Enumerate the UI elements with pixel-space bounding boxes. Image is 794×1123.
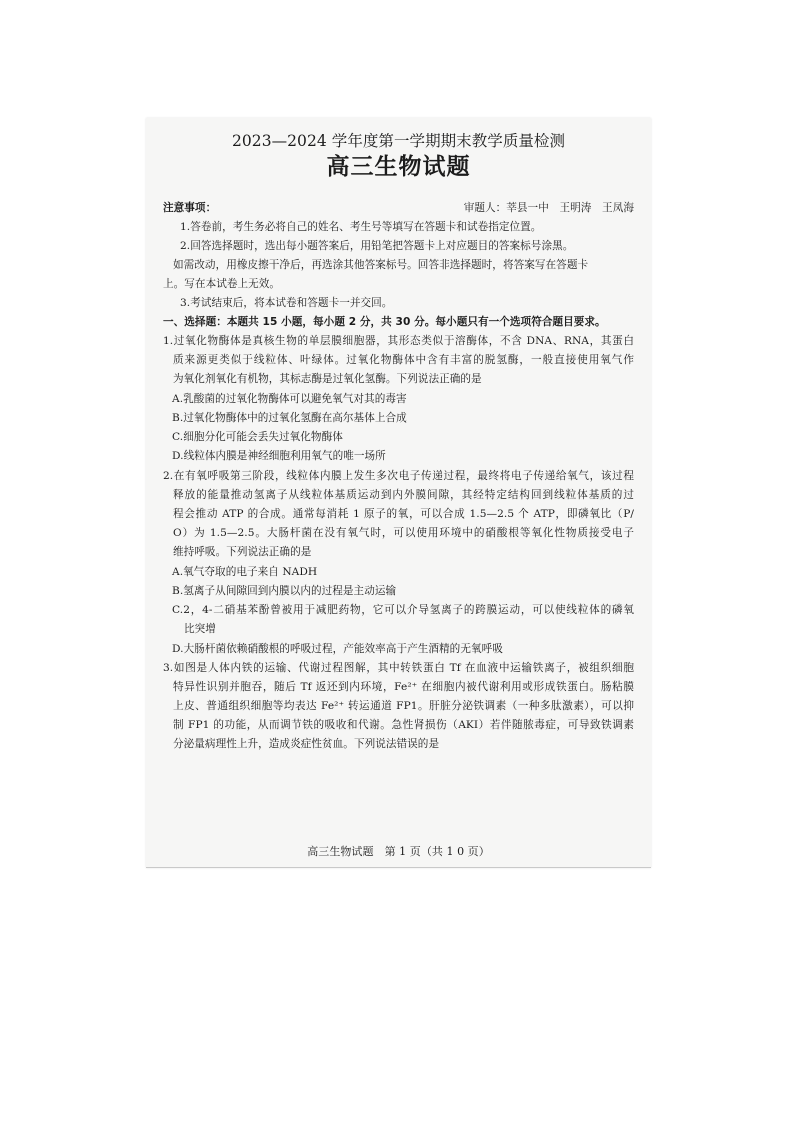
question-2-option-d: D.大肠杆菌依赖硝酸根的呼吸过程，产能效率高于产生酒精的无氧呼吸 [172,643,503,655]
question-1-option-c: C.细胞分化可能会丢失过氧化物酶体 [172,431,343,443]
question-1-option-d: D.线粒体内膜是神经细胞利用氧气的唯一场所 [172,450,386,462]
question-2-line: 2.在有氧呼吸第三阶段，线粒体内膜上发生多次电子传递过程，最终将电子传递给氧气，该过程 [163,470,634,482]
question-1-option-a: A.乳酸菌的过氧化物酶体可以避免氧气对其的毒害 [172,393,407,405]
question-3-line: 3.如图是人体内铁的运输、代谢过程图解，其中转铁蛋白 Tf 在血液中运输铁离子，被组织细胞 [163,662,634,674]
question-2-line: 程会推动 ATP 的合成。通常每消耗 1 原子的氧，可以合成 1.5—2.5 个 ATP，即磷氧比（P/ [173,508,634,520]
exam-page [146,118,651,868]
question-1-line: 质来源更类似于线粒体、叶绿体。过氧化物酶体中含有丰富的脱氢酶，一般直接使用氧气作 [173,354,634,366]
paper-title: 高三生物试题 [326,154,471,180]
question-3-line: 制 FP1 的功能，从而调节铁的吸收和代谢。急性肾损伤（AKI）若伴随脓毒症，可导致铁调素 [173,719,634,731]
reviewers: 审题人：莘县一中 王明涛 王凤海 [463,202,634,214]
section-heading: 一、选择题：本题共 15 小题，每小题 2 分，共 30 分。每小题只有一个选项符合题目要求。 [163,316,606,328]
notice-header-row [163,202,634,215]
question-1-line: 1.过氧化物酶体是真核生物的单层膜细胞器，其形态类似于溶酶体，不含 DNA、RNA，其蛋白 [163,335,634,347]
exam-name: 2023—2024 学年度第一学期期末教学质量检测 [231,132,566,150]
notice-item: 上。写在本试卷上无效。 [163,278,281,290]
notice-item: 3.考试结束后，将本试卷和答题卡一并交回。 [180,297,393,309]
bottom-rule [146,867,651,868]
question-2-line: 维持呼吸。下列说法正确的是 [173,546,312,558]
question-2-option-a: A.氧气夺取的电子来自 NADH [172,566,318,578]
page-content [146,118,651,868]
question-1-option-b: B.过氧化物酶体中的过氧化氢酶在高尔基体上合成 [172,412,407,424]
question-2-option-c: C.2，4-二硝基苯酚曾被用于减肥药物，它可以介导氢离子的跨膜运动，可以使线粒体的磷氧 [172,604,634,616]
page-footer: 高三生物试题 第 1 页（共 1 0 页） [307,845,490,858]
question-2-line: O）为 1.5—2.5。大肠杆菌在没有氧气时，可以使用环境中的硝酸根等氧化性物质接受电子 [173,527,634,539]
notice-item: 2.回答选择题时，选出每小题答案后，用铅笔把答题卡上对应题目的答案标号涂黑。 [180,240,574,252]
question-3-line: 上皮、普通组织细胞等均表达 Fe²⁺ 转运通道 FP1。肝脏分泌铁调素（一种多肽激素），可以抑 [173,700,634,712]
notice-item: 1.答卷前，考生务必将自己的姓名、考生号等填写在答题卡和试卷指定位置。 [180,221,542,233]
question-2-line: 释放的能量推动氢离子从线粒体基质运动到内外膜间隙，其经特定结构回到线粒体基质的过 [173,489,634,501]
notice-item: 如需改动，用橡皮擦干净后，再选涂其他答案标号。回答非选择题时，将答案写在答题卡 [173,259,589,271]
question-3-line: 特异性识别并胞吞，随后 Tf 返还到内环境，Fe²⁺ 在细胞内被代谢利用或形成铁蛋白。肠粘膜 [173,681,634,693]
question-3-line: 分泌量病理性上升，造成炎症性贫血。下列说法错误的是 [173,738,440,750]
notice-heading: 注意事项： [163,202,217,214]
question-2-option-c-cont: 比突增 [184,623,216,635]
question-2-option-b: B.氢离子从间隙回到内膜以内的过程是主动运输 [172,585,397,597]
question-1-line: 为氧化剂氧化有机物，其标志酶是过氧化氢酶。下列说法正确的是 [173,373,482,385]
